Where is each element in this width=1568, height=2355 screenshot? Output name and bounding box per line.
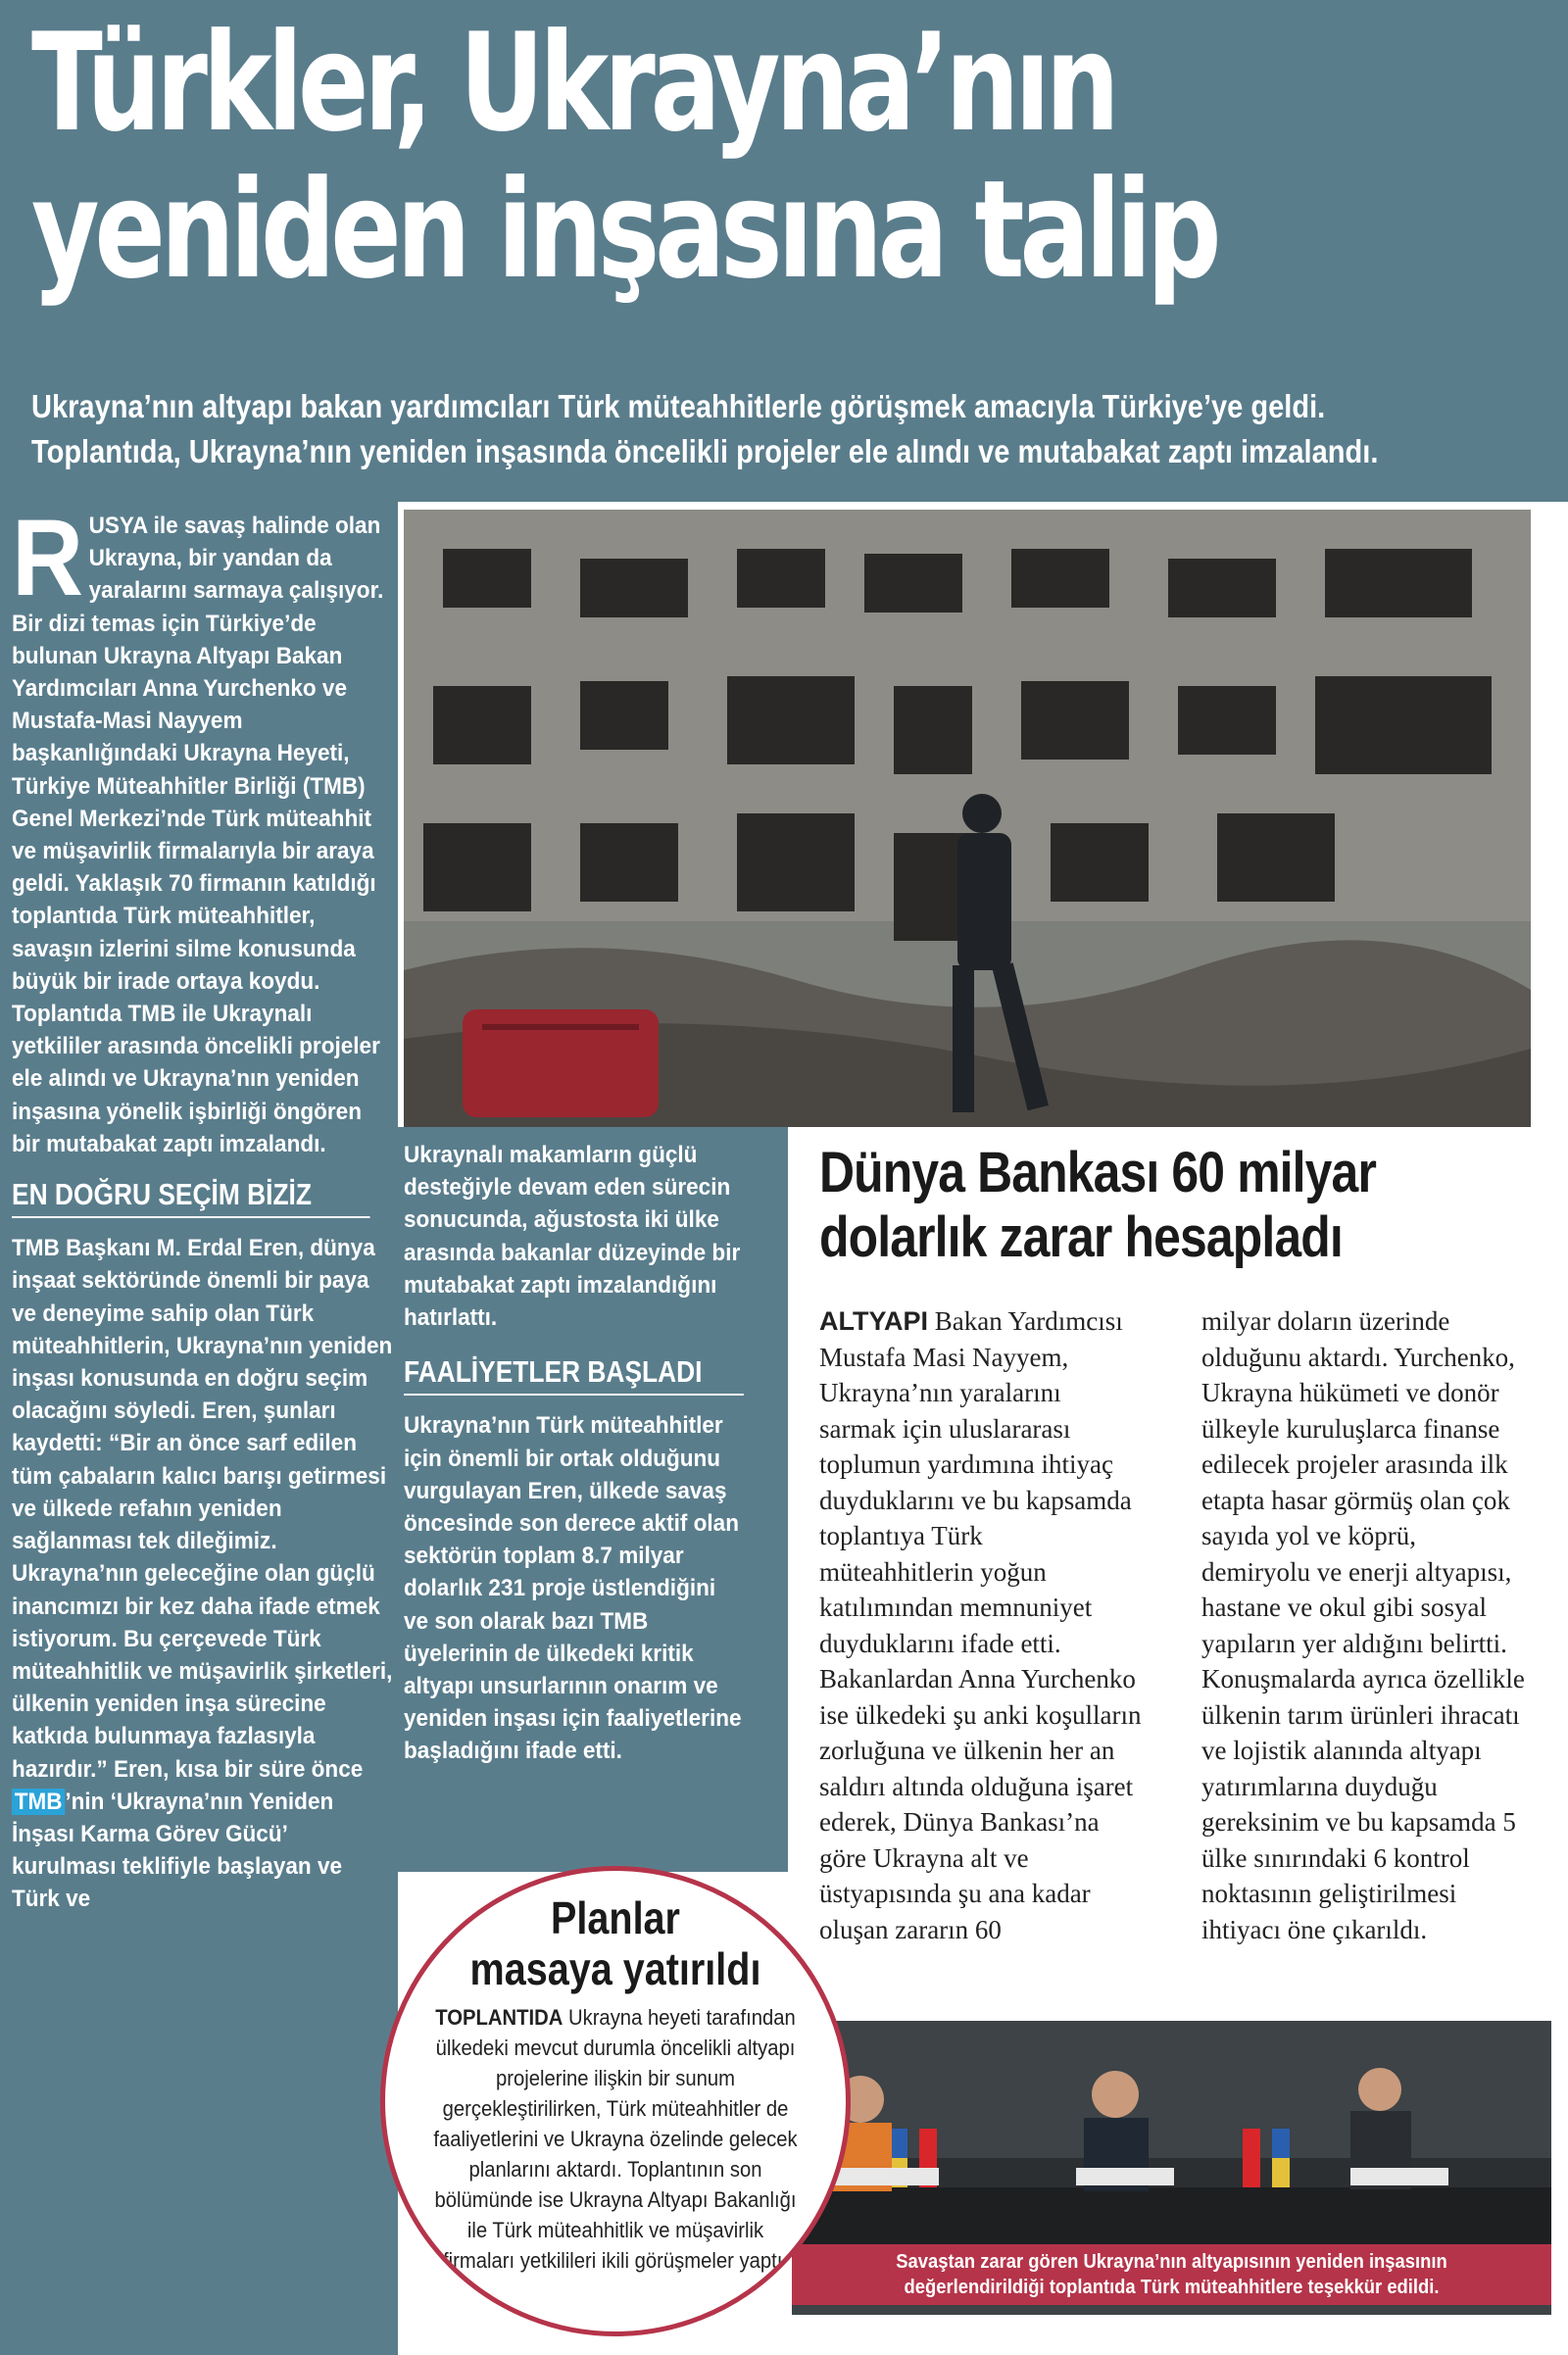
plans-circle-box — [380, 1866, 851, 2336]
war-damaged-building-photo — [404, 510, 1531, 1127]
sidebar-left-text: Bakan Yardımcısı Mustafa Masi Nayyem, Ukrayna’nın yaralarını sarmak için uluslararası toplumun yardımına ihtiyaç duyduklarını ve bu kapsamda toplantıya Türk müteahhitlerin yoğun katılımından memnuniyet duyduklarını ifade etti. Bakanlardan Anna Yurchenko ise ülkedeki şu anki koşulların zorluğuna ve ülkenin her an saldırı altında olduğuna işaret ederek, Dünya Bankası’na göre Ukrayna alt ve üstyapısında şu ana kadar oluşan zararın 60 — [819, 1306, 1142, 1944]
sidebar-title-line-2: dolarlık zarar hesapladı — [819, 1205, 1343, 1269]
meeting-photo-caption — [792, 2244, 1551, 2305]
intro-text: USYA ile savaş halinde olan Ukrayna, bir yandan da yaralarını sarmaya çalışıyor. Bir dizi temas için Türkiye’de bulunan Ukrayna Altyapı Bakan Yardımcıları Anna Yurchenko ve Mustafa-Masi Nayyem başkanlığındaki Ukrayna Heyeti, Türkiye Müteahhitler Birliği (TMB) Genel Merkezi’nde Türk müteahhit ve müşavirlik firmalarıyla bir araya geldi. Yaklaşık 70 firmanın katıldığı toplantıda Türk müteahhitler, savaşın izlerini silme konusunda büyük bir irade ortaya koydu. Toplantıda TMB ile Ukraynalı yetkililer arasında öncelikli projeler ele alındı ve Ukrayna’nın yeniden inşasına yönelik işbirliği öngören bir mutabakat zaptı imzalandı. — [12, 513, 384, 1157]
sidebar-right-column: milyar doların üzerinde olduğunu aktardı. Yurchenko, Ukrayna hükümeti ve donör ülkeyle kuruluşlarca finanse edilecek projeler arasında ilk etapta hasar görmüş olan çok sayıda yol ve köprü, demiryolu ve enerji altyapısı, hastane ve okul gibi sosyal yapıların yer aldığını belirtti. Konuşmalarda ayrıca özellikle ülkenin tarım ürünleri ihracatı ve lojistik alanında altyapı yatırımlarına duyduğu gereksinim ve bu kapsamda 5 ülke sınırındaki 6 kontrol noktasının geliştirilmesi ihtiyacı öne çıkarıldı. — [1201, 1306, 1525, 1944]
sidebar-title-line-1: Dünya Bankası 60 milyar — [819, 1141, 1377, 1204]
subhead-faaliyetler: FAALİYETLER BAŞLADI — [404, 1355, 744, 1396]
subhead-en-dogru: EN DOĞRU SEÇİM BİZİZ — [12, 1178, 370, 1218]
quote-text: TMB Başkanı M. Erdal Eren, dünya inşaat sektöründe önemli bir paya ve deneyime sahip olan Türk müteahhitlerin, Ukrayna’nın yeniden inşası konusunda en doğru seçim olacağını söyledi. Eren, şunları kaydetti: “Bir an önce sarf edilen tüm çabaların kalıcı barışı getirmesi ve ülkede refahın yeniden sağlanması tek dileğimiz. Ukrayna’nın geleceğine olan güçlü inancımızı bir kez daha ifade etmek istiyorum. Bu çerçevede Türk müteahhitlik ve müşavirlik şirketleri, ülkenin yeniden inşa sürecine katkıda bulunmaya fazlasıyla hazırdır.” Eren, kısa bir süre önce — [12, 1235, 393, 1783]
drop-cap: R — [12, 498, 84, 618]
sidebar-columns — [819, 1303, 1525, 1947]
plan-title-line-1: Planlar — [551, 1892, 680, 1943]
headline — [14, 0, 1562, 382]
article-column-2 — [404, 1139, 745, 1768]
tmb-highlight: TMB — [12, 1789, 65, 1815]
caption-line-1: Savaştan zarar gören Ukrayna’nın altyapısının yeniden inşasının — [896, 2251, 1447, 2273]
deck-line-2: Toplantıda, Ukrayna’nın yeniden inşasında öncelikli projeler ele alındı ve mutabakat zaptı imzalandı. — [31, 433, 1379, 469]
plan-lead: TOPLANTIDA — [435, 2005, 564, 2030]
quote-text-continued: ’nin ‘Ukrayna’nın Yeniden İnşası Karma Görev Gücü’ kurulması teklifiyle başlayan ve Türk ve — [12, 1788, 343, 1913]
plan-body — [430, 2002, 800, 2276]
building-ruins-illustration — [404, 510, 1531, 1127]
sidebar-left-column — [819, 1303, 1143, 1947]
deck-line-1: Ukrayna’nın altyapı bakan yardımcıları Türk müteahhitlerle görüşmek amacıyla Türkiye’ye geldi. — [31, 388, 1326, 424]
headline-line-1: Türkler, Ukrayna’nın — [31, 4, 1115, 162]
deck — [14, 384, 1562, 474]
plan-title-line-2: masaya yatırıldı — [469, 1943, 761, 1994]
plan-body-text: Ukrayna heyeti tarafından ülkedeki mevcut durumla öncelikli altyapı projelerine ilişkin bir sunum gerçekleştirilirken, Türk müteahhitler de faaliyetlerini ve Ukrayna özelinde gelecek planlarını aktardı. Toplantının son bölümünde ise Ukrayna Altyapı Bakanlığı ile Türk müteahhitlik ve müşavirlik firmaları yetkilileri ikili görüşmeler yaptı. — [433, 2005, 798, 2273]
caption-line-2: değerlendirildiği toplantıda Türk müteahhitlere teşekkür edildi. — [904, 2277, 1440, 2298]
article-column-1 — [12, 498, 396, 1922]
col2-paragraph-1: Ukraynalı makamların güçlü desteğiyle devam eden sürecin sonucunda, ağustosta iki ülke arasında bakanlar düzeyinde bir mutabakat zaptı imzalandığını hatırlattı. — [404, 1142, 741, 1332]
quote-paragraph — [12, 1232, 395, 1915]
world-bank-sidebar — [792, 1135, 1537, 2002]
intro-paragraph — [12, 498, 395, 1160]
sidebar-lead: ALTYAPI — [819, 1306, 929, 1336]
headline-line-2: yeniden inşasına talip — [31, 151, 1217, 309]
col2-paragraph-2: Ukrayna’nın Türk müteahhitler için önemli bir ortak olduğunu vurgulayan Eren, ülkede savaş öncesinde son derece aktif olan sektörün toplam 8.7 milyar dolarlık 231 proje üstlendiğini ve son olarak bazı TMB üyelerinin de ülkedeki kritik altyapı unsurlarının onarım ve yeniden inşası için faaliyetlerine başladığını ifade etti. — [404, 1412, 742, 1765]
